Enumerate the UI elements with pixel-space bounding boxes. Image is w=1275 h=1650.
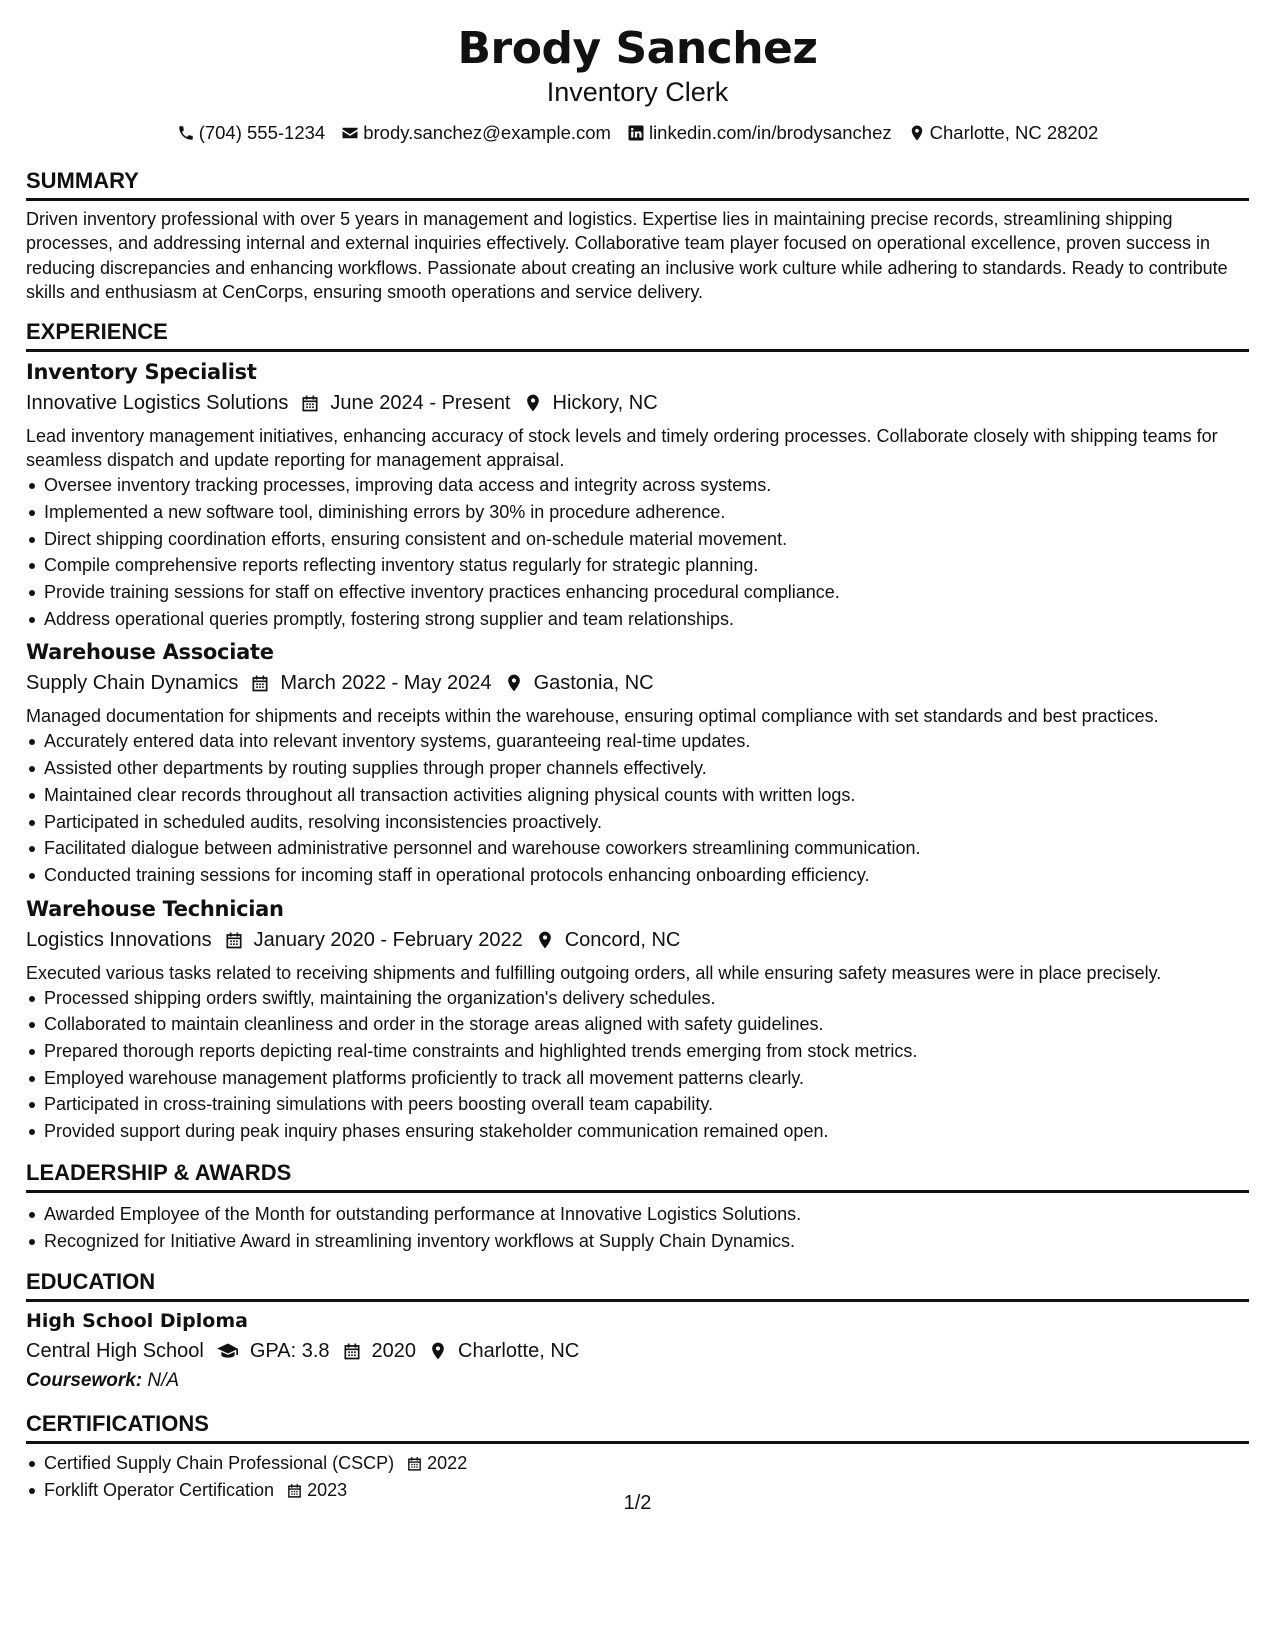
coursework-value: N/A bbox=[147, 1370, 180, 1392]
certification-name: Forklift Operator Certification bbox=[44, 1479, 275, 1500]
list-item: Facilitated dialogue between administrative personnel and warehouse coworkers streamlining communication. bbox=[26, 835, 1249, 862]
email-text: brody.sanchez@example.com bbox=[363, 122, 611, 143]
certifications-section bbox=[26, 1410, 1249, 1503]
summary-heading: SUMMARY bbox=[26, 167, 1249, 201]
awards-list bbox=[26, 1201, 1249, 1254]
gpa-text: GPA: 3.8 bbox=[249, 1340, 330, 1363]
list-item: Provide training sessions for staff on effective inventory practices enhancing procedural compliance. bbox=[26, 579, 1249, 606]
job-title: Warehouse Technician bbox=[26, 896, 284, 921]
job-title: Warehouse Associate bbox=[26, 640, 274, 665]
job-meta bbox=[26, 388, 1249, 418]
list-item: Processed shipping orders swiftly, maintaining the organization's delivery schedules. bbox=[26, 985, 1249, 1012]
calendar-icon bbox=[300, 393, 320, 413]
contact-location bbox=[908, 122, 1099, 144]
list-item: Compile comprehensive reports reflecting inventory status regularly for strategic planning. bbox=[26, 552, 1249, 579]
contact-phone[interactable] bbox=[177, 122, 326, 144]
location-text: Charlotte, NC 28202 bbox=[929, 122, 1099, 143]
map-pin-icon bbox=[504, 673, 524, 693]
job-dates: March 2022 - May 2024 bbox=[280, 672, 492, 695]
contact-linkedin[interactable] bbox=[627, 122, 892, 144]
page-number: 1/2 bbox=[623, 1492, 652, 1514]
job-description: Lead inventory management initiatives, enhancing accuracy of stock levels and timely ordering processes. Collaborate closely with shipping teams for seamless dispatch and update reporting for management appraisal. bbox=[26, 426, 1218, 471]
education-heading: EDUCATION bbox=[26, 1268, 1249, 1302]
job-entry bbox=[26, 637, 1249, 888]
experience-heading: EXPERIENCE bbox=[26, 318, 1249, 352]
list-item: Implemented a new software tool, diminishing errors by 30% in procedure adherence. bbox=[26, 499, 1249, 526]
map-pin-icon bbox=[428, 1341, 448, 1361]
list-item: Conducted training sessions for incoming staff in operational protocols enhancing onboarding efficiency. bbox=[26, 862, 1249, 889]
list-item: Recognized for Initiative Award in streamlining inventory workflows at Supply Chain Dynamics. bbox=[26, 1228, 1249, 1255]
list-item: Maintained clear records throughout all transaction activities aligning physical counts with written logs. bbox=[26, 782, 1249, 809]
job-meta bbox=[26, 668, 1249, 698]
certification-name: Certified Supply Chain Professional (CSCP) bbox=[44, 1453, 395, 1474]
list-item: Direct shipping coordination efforts, ensuring consistent and on-schedule material movement. bbox=[26, 526, 1249, 553]
job-location: Concord, NC bbox=[564, 928, 681, 951]
job-company: Logistics Innovations bbox=[26, 928, 212, 951]
list-item: Provided support during peak inquiry phases ensuring stakeholder communication remained open. bbox=[26, 1118, 1249, 1145]
certifications-heading: CERTIFICATIONS bbox=[26, 1410, 1249, 1444]
envelope-icon bbox=[341, 124, 359, 142]
calendar-icon bbox=[250, 673, 270, 693]
calendar-icon bbox=[342, 1341, 362, 1361]
coursework bbox=[26, 1366, 1249, 1396]
job-company: Innovative Logistics Solutions bbox=[26, 392, 289, 415]
education-section bbox=[26, 1268, 1249, 1396]
leadership-heading: LEADERSHIP & AWARDS bbox=[26, 1159, 1249, 1193]
list-item: Prepared thorough reports depicting real-time constraints and highlighted trends emerging from stock metrics. bbox=[26, 1038, 1249, 1065]
job-bullets bbox=[26, 728, 1249, 888]
job-location: Gastonia, NC bbox=[533, 672, 654, 695]
list-item: Employed warehouse management platforms proficiently to track all movement patterns clearly. bbox=[26, 1065, 1249, 1092]
linkedin-icon bbox=[627, 124, 645, 142]
school-location: Charlotte, NC bbox=[458, 1340, 580, 1363]
summary-text: Driven inventory professional with over 5 years in management and logistics. Expertise lies in maintaining precise records, streamlining shipping processes, and addressing internal and external inquiries effectively. Collaborative team player focused on operational excellence, proven success in reducing discrepancies and enhancing workflows. Passionate about creating an inclusive work culture while adhering to standards. Ready to contribute skills and enthusiasm at CenCorps, ensuring smooth operations and service delivery. bbox=[26, 209, 1228, 302]
list-item: Collaborated to maintain cleanliness and order in the storage areas aligned with safety guidelines. bbox=[26, 1011, 1249, 1038]
leadership-section bbox=[26, 1159, 1249, 1254]
job-dates: January 2020 - February 2022 bbox=[253, 928, 523, 951]
list-item: Accurately entered data into relevant inventory systems, guaranteeing real-time updates. bbox=[26, 728, 1249, 755]
certification-year: 2022 bbox=[427, 1453, 468, 1474]
job-bullets bbox=[26, 472, 1249, 632]
resume-body bbox=[26, 167, 1249, 1504]
job-meta bbox=[26, 925, 1249, 955]
certification-year: 2023 bbox=[307, 1479, 348, 1500]
calendar-icon bbox=[406, 1455, 423, 1472]
job-description: Executed various tasks related to receiving shipments and fulfilling outgoing orders, all while ensuring safety measures were in place precisely. bbox=[26, 962, 1162, 983]
list-item: Assisted other departments by routing supplies through proper channels effectively. bbox=[26, 755, 1249, 782]
list-item: Oversee inventory tracking processes, improving data access and integrity across systems. bbox=[26, 472, 1249, 499]
candidate-name: Brody Sanchez bbox=[457, 23, 818, 74]
map-pin-icon bbox=[523, 393, 543, 413]
map-pin-icon bbox=[535, 930, 555, 950]
graduation-cap-icon bbox=[216, 1341, 240, 1361]
map-pin-icon bbox=[908, 124, 926, 142]
job-company: Supply Chain Dynamics bbox=[26, 672, 239, 695]
job-entry bbox=[26, 894, 1249, 1145]
job-title: Inventory Specialist bbox=[26, 360, 257, 385]
list-item: Participated in scheduled audits, resolving inconsistencies proactively. bbox=[26, 809, 1249, 836]
job-location: Hickory, NC bbox=[552, 392, 658, 415]
resume-header bbox=[0, 0, 1275, 144]
graduation-year: 2020 bbox=[371, 1340, 417, 1363]
list-item: Awarded Employee of the Month for outstanding performance at Innovative Logistics Solutions. bbox=[26, 1201, 1249, 1228]
candidate-title: Inventory Clerk bbox=[546, 77, 729, 107]
summary-section bbox=[26, 167, 1249, 304]
phone-text: (704) 555-1234 bbox=[198, 122, 326, 143]
coursework-label: Coursework: bbox=[26, 1370, 143, 1392]
contact-email[interactable] bbox=[341, 122, 611, 144]
experience-section bbox=[26, 318, 1249, 1145]
job-description: Managed documentation for shipments and receipts within the warehouse, ensuring optimal compliance with set standards and best practices. bbox=[26, 706, 1159, 727]
contact-bar bbox=[0, 122, 1275, 144]
list-item bbox=[26, 1450, 1249, 1477]
job-dates: June 2024 - Present bbox=[330, 392, 511, 415]
school-name: Central High School bbox=[26, 1340, 204, 1363]
phone-icon bbox=[177, 124, 195, 142]
list-item: Address operational queries promptly, fostering strong supplier and team relationships. bbox=[26, 606, 1249, 633]
linkedin-text: linkedin.com/in/brodysanchez bbox=[648, 122, 892, 143]
list-item: Participated in cross-training simulations with peers boosting overall team capability. bbox=[26, 1091, 1249, 1118]
job-bullets bbox=[26, 985, 1249, 1145]
degree-title: High School Diploma bbox=[26, 1310, 248, 1333]
job-entry bbox=[26, 357, 1249, 632]
education-meta bbox=[26, 1336, 1249, 1366]
calendar-icon bbox=[224, 930, 244, 950]
